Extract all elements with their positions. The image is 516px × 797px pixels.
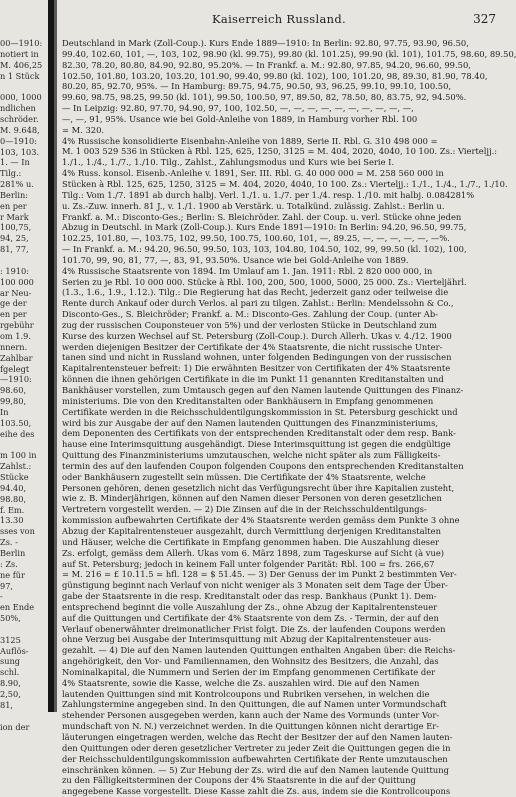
text-line: auf St. Petersburg; jedoch in keinem Fall unter folgender Parität: Rbl. 100 = frs. 266,67 — [62, 558, 435, 569]
text-line: einschränken können. — 5) Zur Hebung der Zs. wird die auf den Namen lautende Quittung — [62, 764, 449, 775]
text-line: 1./1., 1./4., 1./7., 1./10. Tilg., Zahlst., Zahlungsmodus und Kurs wie bei Serie I. — [62, 157, 395, 168]
running-header — [62, 12, 496, 28]
text-line: Tilg.: Vom 1./7. 1891 ab durch halbj. Verl. 1./1. u. 1./7. per 1./4. resp. 1./10. mit halbj. 0.084281% — [62, 189, 475, 200]
margin-fragment: 13.30 — [0, 515, 24, 526]
text-line: Verlauf obenerwähnter dreimonatlicher Frist folgt. Die Zs. der laufenden Coupons werden — [62, 623, 446, 634]
margin-fragment: 1. — In — [0, 157, 30, 168]
margin-fragment: 97, — [0, 580, 14, 591]
text-line: läuterungen eingetragen werden, welche das Recht der Besitzer der auf den Namen lauten- — [62, 732, 453, 742]
margin-fragment: f. Em. — [0, 504, 25, 515]
text-line: = M. 216 = £ 10.11.5 = hfl. 128 = $ 51.45. — 3) Der Genuss der im Punkt 2 bestimmten Ver- — [62, 569, 457, 580]
text-line: Abzug der Kapitalrentensteuer ausgezahlt, durch Vermittlung derjenigen Kreditanstalten — [62, 525, 441, 536]
margin-fragment: 81, — [0, 699, 14, 710]
margin-fragment: r Mark — [0, 211, 29, 222]
margin-fragment: fgelegt — [0, 363, 30, 374]
margin-fragment: 2,50, — [0, 689, 21, 699]
margin-fragment: n 1 Stück — [0, 70, 40, 81]
margin-fragment: eihe des — [0, 428, 35, 439]
text-line: ministeriums. Die von den Kreditanstalten oder Bankhäusern in Empfang genommenen — [62, 395, 434, 406]
text-line: stehender Personen ausgegeben werden, kann auch der Name des Vormunds (unter Vor- — [62, 710, 440, 721]
text-line: mundschaft von N. N.) verzeichnet werden. In die Quittungen können nicht derartige Er- — [62, 721, 440, 732]
text-line: günstigung beginnt nach Verlauf von nicht weniger als 3 Monaten seit dem Tage der Über- — [62, 580, 448, 591]
text-line: 80.20, 85, 92.70, 95%. — In Hamburg: 89.75, 94.75, 90.50, 93, 96.25, 99.10, 99.10, 100.50, — [62, 81, 452, 92]
margin-fragment: m 100 in — [0, 450, 37, 461]
page-number: 327 — [473, 12, 496, 26]
margin-fragment: ar Neu- — [0, 287, 32, 298]
margin-fragment: schl. — [0, 667, 20, 678]
text-line: = M. 320. — [62, 124, 105, 135]
margin-fragment: 281% u. — [0, 179, 34, 190]
text-line: u. Zs.-Zuw. innerh. 81 J., v. 1./1. 1900 ab Verstärk. u. Totalkünd. zulässig. Zahlst.: Berlin u. — [62, 200, 445, 211]
text-line: Serien zu je Rbl. 10 000 000. Stücke à Rbl. 100, 200, 500, 1000, 5000, 25 000. Zs.: Vierteljährl. — [62, 276, 467, 287]
margin-fragment: 98.60, — [0, 385, 27, 396]
text-line: oder Bankhäusern zugestellt sein müssen. Die Certifikate der 4% Staatsrente, welche — [62, 471, 426, 482]
text-line: entsprechend beginnt die volle Auszahlung der Zs., ohne Abzug der Kapitalrentensteuer — [62, 601, 438, 612]
margin-fragment: In — [0, 406, 9, 417]
text-line: kommission aufbewahrten Certifikate der 4% Staatsrente werden gemäss dem Punkte 3 ohne — [62, 515, 460, 526]
text-line: — In Leipzig: 92.80, 97.70, 94.90, 97, 100, 102.50, —, —, —, —, —, —, —, —, —, —, — [62, 103, 414, 114]
text-line: Zs. erfolgt, gemäss dem Allerh. Ukas vom 6. März 1898, zum Tageskurse auf Sicht (à vue) — [62, 547, 445, 558]
text-line: Zahlungstermine angegeben sind. In den Quittungen, die auf Namen unter Vormundschaft — [62, 699, 447, 710]
text-line: Kapitalrentensteuer befreit: 1) Die erwähnten Besitzer von Certifikaten der 4% Staatsrente — [62, 363, 451, 374]
margin-fragment: 99,80, — [0, 396, 27, 407]
text-line: lautenden Quittungen sind mit Kontrolcoupons und Rubriken versehen, in welchen die — [62, 688, 430, 699]
text-line: 102.25, 101.80, —, 103.75, 102, 99.50, 100.75, 100.60, 101, —, 89.25, —, —, —, —, —, —%. — [62, 233, 450, 244]
text-line: zug der russischen Couponsteuer von 5%) und der verlosten Stücke in Deutschland zum — [62, 319, 437, 330]
text-line: 99.60, 98.75, 98.25, 99.50 (kl. 101), 99.50, 100.50, 97, 89.50, 82, 78.50, 80, 83.75, 92, 94.50%. — [62, 92, 467, 103]
margin-fragment: rgebühr — [0, 320, 34, 331]
margin-fragment: 103.50, — [0, 417, 32, 428]
text-line: (1.3., 1.6., 1.9., 1.12.). Tilg.: Die Regierung hat das Recht, jederzeit ganz oder teilweise die — [62, 287, 449, 298]
section-heading-line: 4% Russische Staatsrente von 1894. Im Umlauf am 1. Jan. 1911: Rbl. 2 820 000 000, in — [62, 265, 433, 276]
text-line: werden diejenigen Besitzer der Certifikate der 4% Staatsrente, die nicht russische Unter- — [62, 341, 443, 352]
text-line: Personen gehören, denen gesetzlich nicht das Verfügungsrecht über ihre Kapitalien zusteht, — [62, 482, 455, 493]
margin-fragment: 103, 103. — [0, 146, 40, 157]
text-line: Bankhäuser vorstellen, zum Umtausch gegen auf den Namen lautende Quittungen des Finanz- — [62, 385, 464, 395]
page-body-text — [62, 38, 516, 797]
margin-fragment: en per — [0, 309, 27, 320]
margin-fragment: ion der — [0, 721, 30, 732]
margin-fragment: schröder. — [0, 113, 39, 124]
margin-fragment: M. 9.648, — [0, 124, 40, 135]
margin-fragment: 000, 1000 — [0, 92, 42, 103]
text-line: auf die Quittungen und Certifikate der 4% Staatsrente von dem Zs. - Termin, der auf den — [62, 612, 439, 623]
text-line: 102.50, 101.80, 103.20, 103.20, 101.90, 99.40, 99.80 (kl. 102), 100, 101.20, 98, 89.30, 81.90, 78.40, — [62, 70, 488, 81]
text-line: Vertretern vorgestellt werden. — 2) Die Zinsen auf die in der Reichsschuldentilgungs- — [62, 504, 427, 515]
margin-fragment: M. 406,25 — [0, 59, 43, 70]
text-line: tanen sind und nicht in Russland wohnen, unter folgenden Bedingungen von der russischen — [62, 352, 452, 363]
text-line: —, —, 91, 95%. Usance wie bei Gold-Anleihe von 1889, in Hamburg vorher Rbl. 100 — [62, 113, 418, 124]
text-line: — In Frankf. a. M.: 94.20, 96.50, 99.50, 103, 103, 104.80, 104.50, 102, 99, 99.50 (kl. 102), 100, — [62, 244, 467, 255]
margin-fragment: om 1.9. — [0, 330, 31, 341]
text-line: und Häuser, welche die Certifikate in Empfang genommen haben. Die Auszahlung dieser — [62, 536, 439, 547]
text-line: den Quittungen oder deren gesetzlicher Vertreter zu jeder Zeit die Quittungen gegen die in — [62, 742, 451, 753]
margin-fragment: Tilg.: — [0, 168, 22, 179]
text-line: 82.30, 78.20, 80.80, 84.90, 92.80, 95.20%. — In Frankf. a. M.: 92.80, 97.85, 94.20, 96.60, 99.50, — [62, 59, 471, 70]
margin-fragment: 50%, — [0, 613, 21, 624]
margin-fragment: 94, 25, — [0, 233, 29, 244]
margin-fragment: en Ende — [0, 602, 35, 613]
text-line: ohne Verzug bei Ausgabe der Interimsquittung mit Abzug der Kapitalrentensteuer aus- — [62, 634, 432, 645]
margin-fragment: —1910: — [0, 374, 32, 385]
text-line: wie z. B. Minderjährigen, können auf den Namen dieser Personen von deren gesetzlichen — [62, 493, 442, 504]
margin-fragment: ge der — [0, 298, 27, 309]
text-line: gabe der Staatsrente in die resp. Kreditanstalt oder das resp. Bankhaus (Punkt 1). Dem- — [62, 591, 437, 602]
text-line: angegebene Kasse vorgestellt. Diese Kasse zahlt die Zs. aus, indem sie die Kontrollcoupons — [62, 786, 451, 797]
text-line: wird bis zur Ausgabe der auf den Namen lautenden Quittungen des Finanzministeriums, — [62, 417, 439, 428]
text-line: gezahlt. — 4) Die auf den Namen lautenden Quittungen enthalten Angaben über: die Reichs- — [62, 645, 456, 656]
section-heading-line: 4% Russ. konsol. Eisenb.-Anleihe v. 1891, Ser. III. Rbl. G. 40 000 000 = M. 258 560 000 in — [62, 168, 444, 179]
text-line: M. 1 003 529 536 in Stücken à Rbl. 125, 625, 1250, 3125 = M. 404, 2020, 4040, 10 100. Zs.: Vierteljj.: — [62, 146, 498, 157]
text-line: Quittung des Finanzministeriums umzutauschen, welche nicht später als zum Fälligkeits- — [62, 450, 441, 461]
margin-fragment: Zs. - — [0, 537, 18, 548]
margin-fragment: 8.90, — [0, 678, 21, 689]
text-line: zu den Fälligkeitsterminen der Coupons der 4% Staatsrente in die auf der Quittung — [62, 775, 416, 786]
margin-fragment: Zahlbar — [0, 352, 33, 363]
margin-fragment: 0—1910: — [0, 135, 37, 146]
text-line: Stücken à Rbl. 125, 625, 1250, 3125 = M. 404, 2020, 4040, 10 100. Zs.: Vierteljj.: 1./1., 1./4., 1./7., 1./10. — [62, 178, 508, 189]
margin-fragment: 100,75, — [0, 222, 32, 233]
previous-page-margin — [0, 0, 48, 732]
margin-fragment: Auflös- — [0, 645, 29, 656]
margin-fragment: sung — [0, 656, 20, 667]
text-line: Abzug in Deutschl. in Mark (Zoll-Coup.). Kurs Ende 1891—1910: In Berlin: 94.20, 96.50, 99.75, — [62, 222, 467, 233]
margin-fragment: notiert in — [0, 48, 39, 59]
text-line: Deutschland in Mark (Zoll-Coup.). Kurs Ende 1889—1910: In Berlin: 92.80, 97.75, 93.90, 96.50, — [62, 38, 469, 48]
text-line: dem Deponenten des Certifikats von der entsprechenden Kreditanstalt oder dem resp. Bank- — [62, 428, 456, 439]
margin-fragment: Stücke — [0, 472, 29, 482]
running-title: Kaiserreich Russland. — [212, 12, 346, 26]
text-line: 101.70, 99, 90, 81, 77, —, 83, 91, 93.50%. Usance wie bei Gold-Anleihe von 1889. — [62, 254, 409, 265]
margin-fragment: 00—1910: — [0, 38, 43, 48]
margin-fragment: sses von — [0, 526, 35, 537]
text-line: Rente durch Ankauf oder durch Verlos. al pari zu tilgen. Zahlst.: Berlin: Mendelssohn & Co., — [62, 298, 454, 309]
margin-fragment: - — [0, 591, 3, 602]
text-line: 99.40, 102.60, 101, —, 103, 102, 98.90 (kl. 99.75), 99.80 (kl. 101.25), 99.90 (kl. 101), 101.75, 98.60, 89.50, — [62, 48, 516, 59]
margin-fragment: : Zs. — [0, 558, 18, 569]
margin-fragment: 81, 77, — [0, 244, 29, 255]
text-line: Kurse des kurzen Wechsel auf St. Petersburg (Zoll-Coup.). Durch Allerh. Ukas v. 4./12. 1900 — [62, 330, 452, 341]
text-line: Disconto-Ges., S. Bleichröder; Frankf. a. M.: Disconto-Ges. Zahlung der Coup. (unter Ab- — [62, 309, 438, 320]
book-spine-edge — [54, 0, 57, 712]
text-line: der Reichsschuldentilgungskommission aufbewahrten Certifikate der Rente umzutauschen — [62, 753, 448, 764]
margin-fragment: 94.40, — [0, 482, 27, 493]
text-line: termin des auf den laufenden Coupon folgenden Coupons den entsprechenden Kreditanstalten — [62, 460, 464, 471]
text-line: Nominalkapital, die Nummern und Serien der im Empfang genommenen Certifikate der — [62, 666, 436, 677]
margin-fragment: 3125 — [0, 634, 21, 645]
text-line: hause eine Interimsquittung ausgehändigt. Diese Interimsquittung ist gegen die endgültige — [62, 439, 451, 450]
margin-fragment: Berlin — [0, 547, 26, 558]
text-line: angehörigkeit, den Vor- und Familiennamen, den Wohnsitz des Besitzers, die Anzahl, das — [62, 656, 439, 667]
margin-fragment: Zahlst.: — [0, 461, 32, 472]
margin-fragment: nnern. — [0, 341, 28, 352]
text-line: 4% Staatsrente, sowie die Kasse, welche die Zs. auszahlen wird. Die auf den Namen — [62, 677, 420, 688]
section-heading-line: 4% Russische konsolidierte Eisenbahn-Anleihe von 1889, Serie II. Rbl. G. 310 498 000 = — [62, 135, 438, 146]
margin-fragment: 98.80, — [0, 493, 27, 504]
text-line: Certifikate werden in die Reichsschuldentilgungskommission in St. Petersburg geschickt und — [62, 406, 458, 417]
margin-fragment: Berlin: — [0, 189, 29, 200]
margin-fragment: : 1910: — [0, 265, 29, 276]
margin-fragment: ndlichen — [0, 103, 36, 114]
margin-fragment: ne für — [0, 569, 25, 580]
text-line: Frankf. a. M.: Disconto-Ges.; Berlin: S. Bleichröder. Zahl. der Coup. u. verl. Stücke ohne jeden — [62, 211, 462, 222]
text-line: können die ihnen gehörigen Certifikate in die im Punkt 11 genannten Kreditanstalten und — [62, 374, 444, 385]
margin-fragment: 100 000 — [0, 276, 34, 287]
margin-fragment: en per — [0, 200, 27, 211]
